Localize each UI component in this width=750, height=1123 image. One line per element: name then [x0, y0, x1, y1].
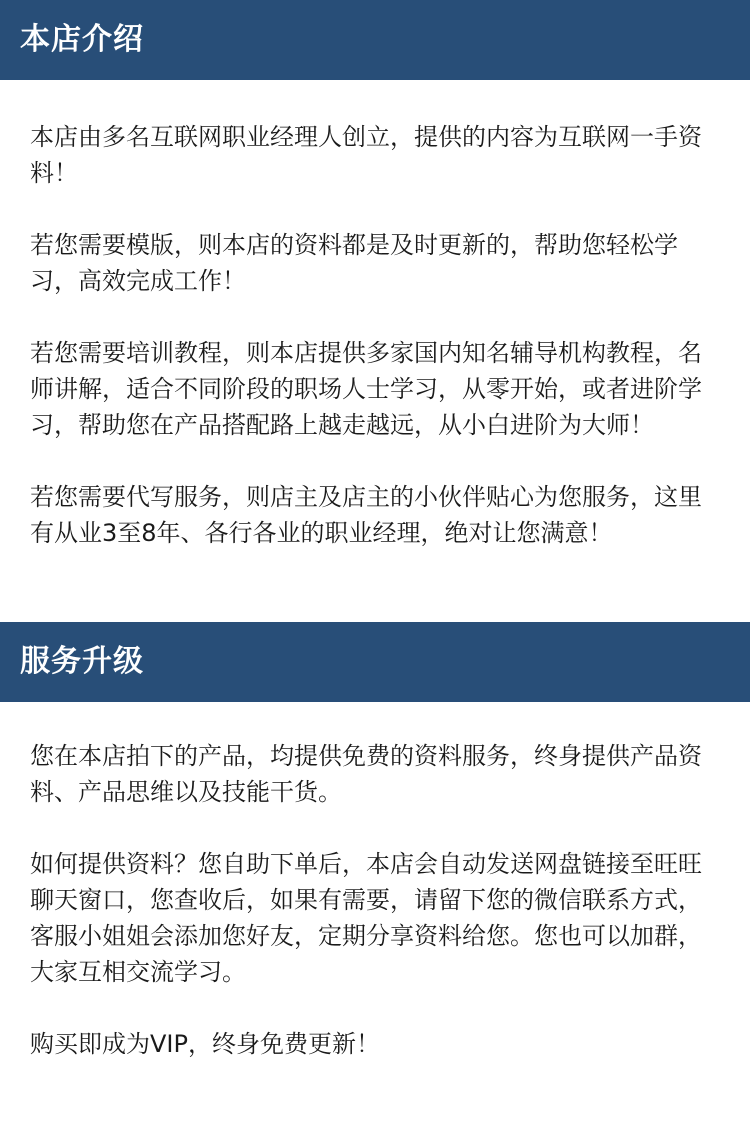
service-upgrade-paragraph: 购买即成为VIP，终身免费更新！ [30, 1030, 380, 1058]
service-upgrade-body [30, 738, 720, 1062]
store-intro-paragraph: 若您需要培训教程，则本店提供多家国内知名辅导机构教程，名师讲解，适合不同阶段的职场人士学习，从零开始，或者进阶学习，帮助您在产品搭配路上越走越远，从小白进阶为大师！ [30, 339, 702, 439]
store-intro-paragraph: 本店由多名互联网职业经理人创立，提供的内容为互联网一手资料！ [30, 123, 702, 187]
store-intro-paragraph: 若您需要模版，则本店的资料都是及时更新的，帮助您轻松学习，高效完成工作！ [30, 231, 678, 295]
store-intro-body [30, 119, 720, 551]
section-title-service-upgrade: 服务升级 [0, 622, 750, 702]
service-upgrade-paragraph: 如何提供资料？您自助下单后，本店会自动发送网盘链接至旺旺聊天窗口，您查收后，如果有需要，请留下您的微信联系方式，客服小姐姐会添加您好友，定期分享资料给您。您也可以加群，大家互相交流学习。 [30, 850, 702, 986]
section-title-store-intro: 本店介绍 [0, 0, 750, 80]
service-upgrade-paragraph: 您在本店拍下的产品，均提供免费的资料服务，终身提供产品资料、产品思维以及技能干货。 [30, 742, 702, 806]
store-intro-paragraph: 若您需要代写服务，则店主及店主的小伙伴贴心为您服务，这里有从业3至8年、各行各业的职业经理，绝对让您满意！ [30, 483, 702, 547]
